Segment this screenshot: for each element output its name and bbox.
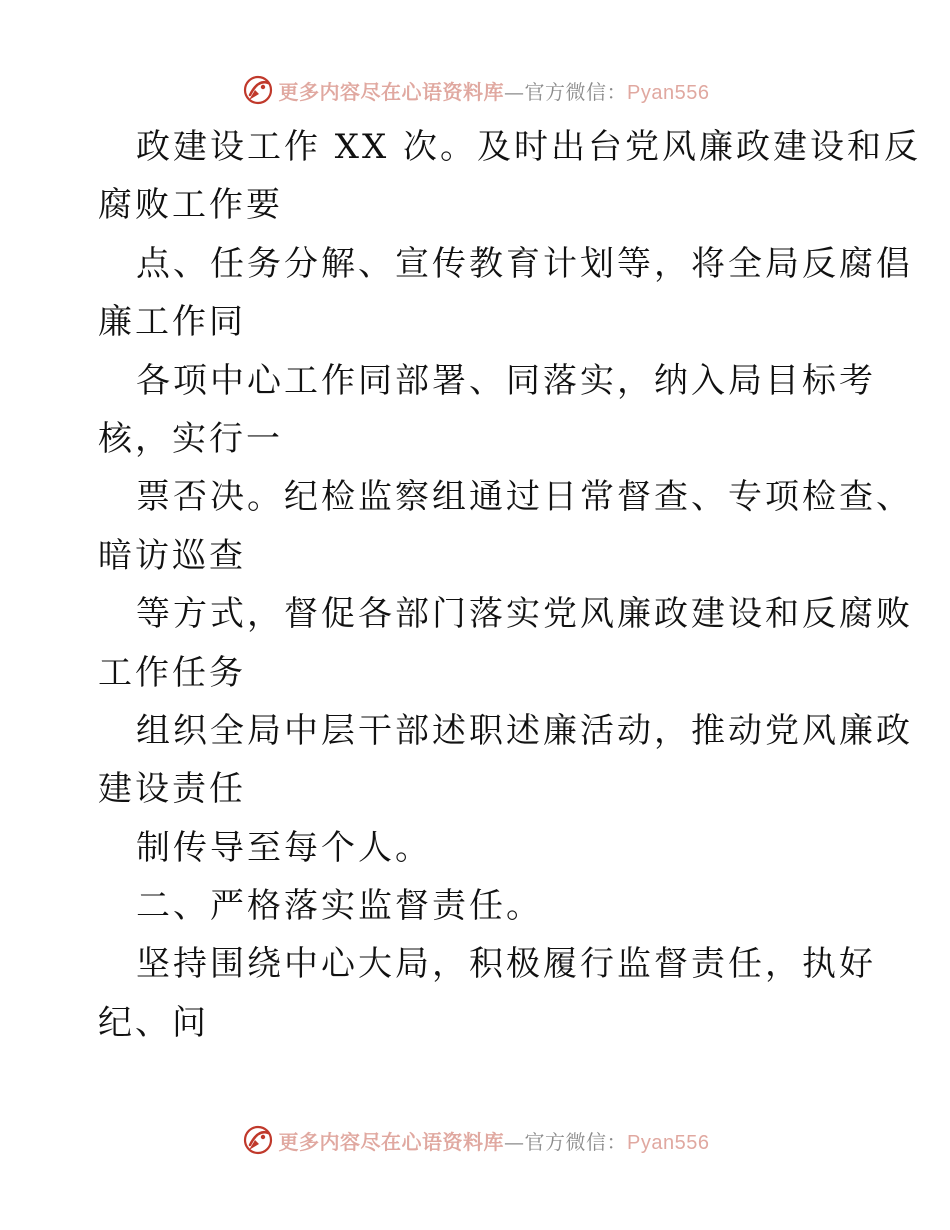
watermark-wechat-label: 官方微信： [524,79,628,104]
watermark-main: 更多内容尽在心语资料库 [278,79,505,104]
watermark-text [279,1126,710,1155]
header-watermark [0,70,950,110]
paragraph-line: 核，实行一 [98,418,283,459]
paragraph-line: 纪、问 [98,1002,209,1043]
paragraph-line: 等方式，督促各部门落实党风廉政建设和反腐败 [136,594,913,635]
paragraph-line: 制传导至每个人。 [136,827,432,868]
paragraph-line: 二、严格落实监督责任。 [136,886,543,927]
paragraph-line: 组织全局中层干部述职述廉活动，推动党风廉政 [136,710,913,751]
footer-watermark [0,1120,950,1160]
watermark-main: 更多内容尽在心语资料库 [278,1129,505,1154]
watermark-text [279,76,710,105]
watermark-separator: — [504,79,525,104]
paragraph-line: 坚持围绕中心大局，积极履行监督责任，执好 [136,944,876,985]
paragraph-line: 建设责任 [98,769,246,810]
watermark-separator: — [504,1129,525,1154]
paragraph-line: 暗访巡查 [98,535,246,576]
watermark-wechat-label: 官方微信： [524,1129,628,1154]
paragraph-line: 各项中心工作同部署、同落实，纳入局目标考 [136,360,876,401]
watermark-wechat-id: Pyan556 [627,81,710,104]
paragraph-line: 廉工作同 [98,302,246,343]
paragraph-line: 政建设工作 XX 次。及时出台党风廉政建设和反 [136,127,922,167]
paragraph-line: 工作任务 [98,652,246,693]
watermark-wechat-id: Pyan556 [627,1131,710,1154]
paragraph-line: 腐败工作要 [98,185,283,226]
paragraph-line: 票否决。纪检监察组通过日常督查、专项检查、 [136,477,913,518]
paragraph-line: 点、任务分解、宣传教育计划等，将全局反腐倡 [136,243,913,284]
document-body [98,118,922,1052]
pen-logo-icon [241,73,275,107]
pen-logo-icon [241,1123,275,1157]
